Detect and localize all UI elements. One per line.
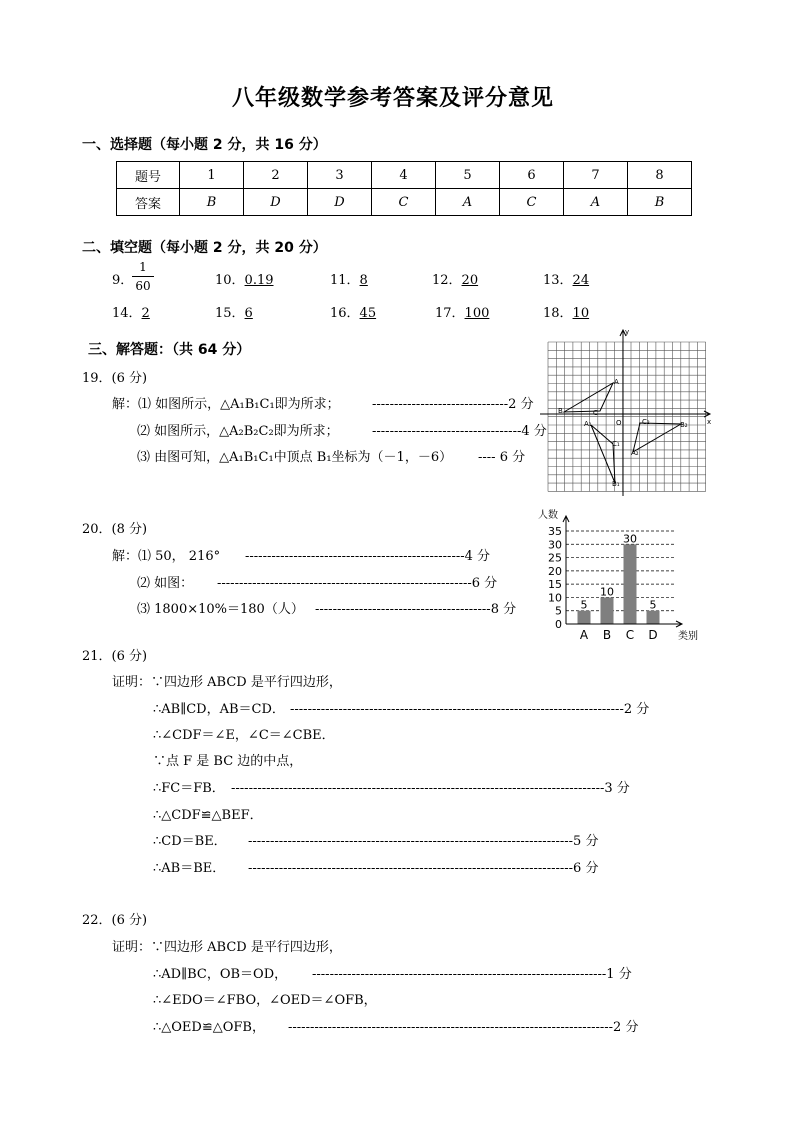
proof-line: ∵点 F 是 BC 边的中点， <box>153 754 303 769</box>
score-line: -------------------------------------------------------------------1 分 <box>312 967 632 982</box>
chart-data-label: 5 <box>649 598 657 612</box>
question-19-heading: 19．(6 分) <box>82 371 148 386</box>
fill-item-number: 18． <box>543 306 573 321</box>
score-line: ----------------------------------------------------------6 分 <box>217 576 498 591</box>
fill-item-answer: 10 <box>572 306 590 321</box>
triangle-a1b1c1 <box>591 425 615 483</box>
table-row <box>117 162 692 189</box>
table-cell: B <box>628 189 692 216</box>
proof-line: 证明：∵四边形 ABCD 是平行四边形， <box>112 940 342 955</box>
score-line: --------------------------------------------------------------------------5 分 <box>248 834 599 849</box>
table-cell: 7 <box>564 162 628 189</box>
table-cell: 6 <box>500 162 564 189</box>
origin-label: O <box>616 419 622 427</box>
section-1-heading: 一、选择题（每小题 2 分，共 16 分） <box>82 137 327 153</box>
score-line: ----------------------------------------------------------------------------2 分 <box>290 702 650 717</box>
fraction-numerator: 1 <box>139 260 147 274</box>
proof-line: 证明：∵四边形 ABCD 是平行四边形， <box>112 675 342 690</box>
chart-y-label: 人数 <box>538 510 558 521</box>
chart-x-labels <box>580 628 658 642</box>
page-title: 八年级数学参考答案及评分意见 <box>232 86 555 111</box>
chart-y-tick-label: 20 <box>548 564 562 578</box>
solution-line: ⑵ 如图： <box>137 576 194 591</box>
fill-item-number: 10． <box>215 273 245 288</box>
solution-line: 解：⑴ 50， 216° <box>112 549 221 564</box>
point-label: A₁ <box>584 420 592 428</box>
fill-item-answer: 24 <box>572 273 590 288</box>
fill-item-number: 9． <box>112 273 134 288</box>
row-label: 答案 <box>117 189 180 216</box>
fill-item-answer: 20 <box>461 273 479 288</box>
proof-line: ∴AB∥CD，AB＝CD． <box>153 702 285 717</box>
solution-line: ⑵ 如图所示，△A₂B₂C₂即为所求； <box>137 424 339 439</box>
fill-item-number: 11． <box>330 273 360 288</box>
score-line: -------------------------------2 分 <box>372 397 534 412</box>
chart-x-label: 类别 <box>678 631 698 642</box>
point-label: C₁ <box>612 440 620 448</box>
section-3-heading: 三、解答题：（共 64 分） <box>88 342 251 358</box>
fill-item-number: 12． <box>432 273 462 288</box>
row-label: 题号 <box>117 162 180 189</box>
score-line: ----------------------------------4 分 <box>372 424 547 439</box>
point-label: B <box>558 407 563 415</box>
table-row <box>117 189 692 216</box>
table-cell: 8 <box>628 162 692 189</box>
chart-data-label: 10 <box>600 585 614 599</box>
proof-line: ∴AD∥BC，OB＝OD， <box>153 967 288 982</box>
chart-category-label: D <box>648 628 658 642</box>
table-cell: C <box>372 189 436 216</box>
solution-line: 解：⑴ 如图所示，△A₁B₁C₁即为所求； <box>112 397 340 412</box>
question-22-heading: 22．(6 分) <box>82 913 148 928</box>
fill-item-number: 13． <box>543 273 573 288</box>
solution-line: ⑶ 由图可知，△A₁B₁C₁中顶点 B₁坐标为（－1，－6） <box>137 450 453 465</box>
fill-item-answer: 45 <box>359 306 377 321</box>
table-cell: D <box>244 189 308 216</box>
score-line: -------------------------------------------------------------------------------------3 分 <box>231 781 630 796</box>
chart-bar <box>601 597 614 624</box>
chart-bars <box>578 532 660 624</box>
proof-line: ∴△CDF≌△BEF． <box>153 808 263 823</box>
question-21-heading: 21．(6 分) <box>82 649 148 664</box>
bar-chart <box>532 508 708 644</box>
table-cell: A <box>564 189 628 216</box>
table-cell: 1 <box>180 162 244 189</box>
chart-y-tick-label: 5 <box>555 604 562 618</box>
table-cell: 3 <box>308 162 372 189</box>
point-label: B₂ <box>680 421 688 429</box>
chart-bar <box>578 611 591 624</box>
chart-bar <box>647 611 660 624</box>
x-axis-label: x <box>707 418 712 426</box>
table-cell: C <box>500 189 564 216</box>
table-cell: D <box>308 189 372 216</box>
chart-y-tick-label: 30 <box>548 538 562 552</box>
coordinate-grid-figure <box>540 328 716 498</box>
triangle-abc <box>564 383 613 412</box>
chart-y-tick-label: 35 <box>548 525 562 538</box>
chart-category-label: C <box>625 628 635 642</box>
score-line: --------------------------------------------------------------------------2 分 <box>288 1020 639 1035</box>
table-cell: A <box>436 189 500 216</box>
point-label: C <box>593 409 598 417</box>
question-20-heading: 20．(8 分) <box>82 522 148 537</box>
chart-y-tick-label: 0 <box>555 618 562 631</box>
score-line: --------------------------------------------------4 分 <box>245 549 491 564</box>
proof-line: ∴∠CDF＝∠E，∠C＝∠CBE． <box>153 728 335 743</box>
chart-y-tick-label: 15 <box>548 578 562 592</box>
chart-bar <box>624 544 637 624</box>
chart-y-ticks <box>548 525 562 631</box>
answer-table <box>116 161 692 216</box>
table-cell: 4 <box>372 162 436 189</box>
proof-line: ∴∠EDO＝∠FBO，∠OED＝∠OFB， <box>153 993 377 1008</box>
fraction-denominator: 60 <box>135 279 151 293</box>
fraction-answer <box>132 260 154 293</box>
fill-item-answer: 8 <box>359 273 368 288</box>
chart-y-tick-label: 25 <box>548 551 562 565</box>
proof-line: ∴AB＝BE． <box>153 861 226 876</box>
fill-item-number: 16． <box>330 306 360 321</box>
proof-line: ∴FC＝FB． <box>153 781 225 796</box>
fill-item-answer: 2 <box>141 306 150 321</box>
table-cell: B <box>180 189 244 216</box>
chart-y-tick-label: 10 <box>548 591 562 605</box>
point-label: A <box>614 378 619 386</box>
fill-item-answer: 100 <box>464 306 490 321</box>
fraction-bar <box>132 276 154 277</box>
y-axis-label: y <box>625 328 630 336</box>
point-label: B₁ <box>612 480 620 488</box>
triangle-a2b2c2 <box>633 423 681 452</box>
table-cell: 5 <box>436 162 500 189</box>
score-line: ---- 6 分 <box>478 450 526 465</box>
chart-category-label: B <box>602 628 612 642</box>
chart-data-label: 30 <box>623 532 637 546</box>
score-line: ----------------------------------------8 分 <box>315 602 517 617</box>
proof-line: ∴CD＝BE． <box>153 834 227 849</box>
grid-lines <box>548 342 706 491</box>
chart-data-label: 5 <box>580 598 588 612</box>
fill-item-number: 17． <box>435 306 465 321</box>
score-line: --------------------------------------------------------------------------6 分 <box>248 861 599 876</box>
chart-category-label: A <box>579 628 589 642</box>
point-label: A₂ <box>631 449 639 457</box>
point-label: C₂ <box>642 418 650 426</box>
solution-line: ⑶ 1800×10%＝180（人） <box>137 602 304 617</box>
fill-item-number: 14． <box>112 306 142 321</box>
fill-item-answer: 0.19 <box>244 273 274 288</box>
proof-line: ∴△OED≌△OFB， <box>153 1020 265 1035</box>
fill-item-answer: 6 <box>244 306 253 321</box>
section-2-heading: 二、填空题（每小题 2 分，共 20 分） <box>82 240 327 256</box>
fill-item-number: 15． <box>215 306 245 321</box>
table-cell: 2 <box>244 162 308 189</box>
